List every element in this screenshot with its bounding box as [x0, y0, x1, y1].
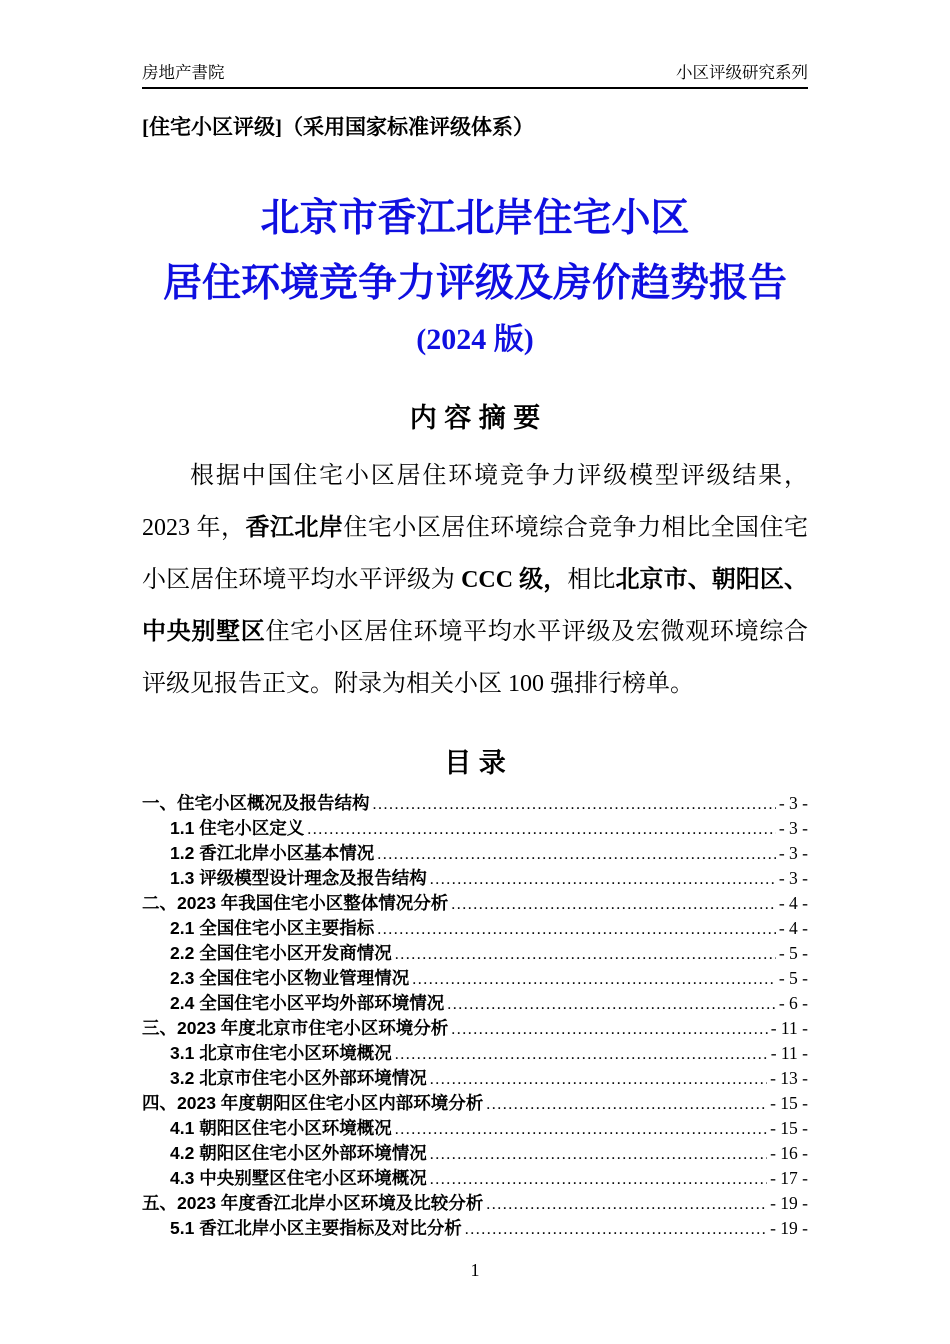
- toc-dot-leader: [430, 867, 776, 892]
- toc-entry[interactable]: [142, 891, 808, 916]
- toc-page-number: - 3 -: [778, 818, 808, 838]
- toc-entry[interactable]: [142, 816, 808, 841]
- toc-entry-label: 2.4 全国住宅小区平均外部环境情况: [170, 993, 445, 1013]
- toc-dot-leader: [451, 892, 776, 917]
- toc-page-number: - 19 -: [770, 1193, 808, 1213]
- toc-dot-leader: [451, 1017, 767, 1042]
- summary-segment-bold-community-name: 香江北岸: [245, 515, 344, 541]
- toc-page-number: - 13 -: [770, 1068, 808, 1088]
- summary-heading: 内 容 摘 要: [409, 403, 541, 433]
- toc-entry[interactable]: [142, 841, 808, 866]
- toc-dot-leader: [395, 942, 776, 967]
- toc-page-number: - 11 -: [770, 1043, 808, 1063]
- report-title-edition: (2024 版): [416, 323, 534, 356]
- toc-dot-leader: [430, 1067, 767, 1092]
- toc-page-number: - 15 -: [770, 1093, 808, 1113]
- toc-entry-label: 1.3 评级模型设计理念及报告结构: [170, 868, 427, 888]
- toc-entry-label: 4.3 中央别墅区住宅小区环境概况: [170, 1168, 427, 1188]
- toc-entry-label: 4.1 朝阳区住宅小区环境概况: [170, 1118, 392, 1138]
- table-of-contents: [142, 791, 808, 1241]
- summary-segment-bold-rating: CCC 级，: [461, 567, 568, 593]
- toc-dot-leader: [307, 817, 776, 842]
- toc-dot-leader: [377, 842, 776, 867]
- toc-page-number: - 4 -: [778, 918, 808, 938]
- toc-entry[interactable]: [142, 1016, 808, 1041]
- summary-segment: 住宅小区居住环境平均水平评级及宏微观环境综合评级见报告正文。附录为相关小区 100 强排行榜单。: [142, 619, 809, 697]
- toc-entry[interactable]: [142, 1216, 808, 1241]
- toc-page-number: - 5 -: [778, 968, 808, 988]
- toc-dot-leader: [447, 992, 776, 1017]
- toc-page-number: - 15 -: [770, 1118, 808, 1138]
- summary-segment: 相比: [567, 567, 616, 593]
- toc-entry[interactable]: [142, 916, 808, 941]
- toc-entry[interactable]: [142, 866, 808, 891]
- toc-dot-leader: [377, 917, 776, 942]
- toc-page-number: - 3 -: [778, 868, 808, 888]
- toc-dot-leader: [373, 792, 776, 817]
- page-number-footer: 1: [470, 1260, 480, 1280]
- toc-dot-leader: [395, 1042, 768, 1067]
- toc-dot-leader: [486, 1092, 767, 1117]
- toc-entry[interactable]: [142, 1116, 808, 1141]
- toc-page-number: - 5 -: [778, 943, 808, 963]
- toc-entry-label: 4.2 朝阳区住宅小区外部环境情况: [170, 1143, 427, 1163]
- rating-system-tagline: [住宅小区评级]（采用国家标准评级体系）: [142, 115, 534, 139]
- header-left-text: 房地产書院: [142, 64, 225, 82]
- header-right-text: 小区评级研究系列: [676, 64, 808, 82]
- toc-entry[interactable]: [142, 1141, 808, 1166]
- page-header: [142, 0, 808, 89]
- summary-segment: 住宅小区居住环境综合竞争力相比全国住宅小区居住环境平均水平评级为: [142, 515, 809, 593]
- toc-entry-label: 五、2023 年度香江北岸小区环境及比较分析: [142, 1193, 484, 1213]
- toc-entry-label: 2.2 全国住宅小区开发商情况: [170, 943, 392, 963]
- toc-entry[interactable]: [142, 1191, 808, 1216]
- toc-entry[interactable]: [142, 1091, 808, 1116]
- toc-dot-leader: [430, 1167, 767, 1192]
- toc-page-number: - 11 -: [770, 1018, 808, 1038]
- toc-heading: 目 录: [444, 748, 506, 778]
- report-title-line2: 居住环境竞争力评级及房价趋势报告: [162, 262, 787, 305]
- toc-entry-label: 一、住宅小区概况及报告结构: [142, 793, 370, 813]
- toc-entry-label: 3.1 北京市住宅小区环境概况: [170, 1043, 392, 1063]
- toc-dot-leader: [465, 1217, 767, 1242]
- summary-segment-bold-regions: 北京市、朝阳区、中央别墅区: [142, 567, 809, 645]
- summary-paragraph: [142, 450, 808, 710]
- toc-entry-label: 四、2023 年度朝阳区住宅小区内部环境分析: [142, 1093, 484, 1113]
- toc-dot-leader: [486, 1192, 767, 1217]
- toc-entry[interactable]: [142, 1166, 808, 1191]
- toc-entry[interactable]: [142, 791, 808, 816]
- toc-entry[interactable]: [142, 966, 808, 991]
- toc-page-number: - 17 -: [770, 1168, 808, 1188]
- toc-page-number: - 6 -: [778, 993, 808, 1013]
- toc-entry-label: 1.2 香江北岸小区基本情况: [170, 843, 375, 863]
- toc-entry-label: 2.3 全国住宅小区物业管理情况: [170, 968, 410, 988]
- toc-page-number: - 19 -: [770, 1218, 808, 1238]
- toc-dot-leader: [395, 1117, 767, 1142]
- toc-entry-label: 2.1 全国住宅小区主要指标: [170, 918, 375, 938]
- toc-page-number: - 3 -: [778, 843, 808, 863]
- toc-page-number: - 4 -: [778, 893, 808, 913]
- toc-entry-label: 5.1 香江北岸小区主要指标及对比分析: [170, 1218, 462, 1238]
- toc-page-number: - 16 -: [770, 1143, 808, 1163]
- toc-entry-label: 三、2023 年度北京市住宅小区环境分析: [142, 1018, 449, 1038]
- summary-segment: 根据中国住宅小区居住环境竞争力评级模型评级结果，2023 年，: [142, 463, 808, 541]
- toc-entry-label: 二、2023 年我国住宅小区整体情况分析: [142, 893, 449, 913]
- toc-entry-label: 3.2 北京市住宅小区外部环境情况: [170, 1068, 427, 1088]
- toc-entry-label: 1.1 住宅小区定义: [170, 818, 305, 838]
- toc-entry[interactable]: [142, 1041, 808, 1066]
- toc-entry[interactable]: [142, 941, 808, 966]
- toc-dot-leader: [430, 1142, 767, 1167]
- toc-dot-leader: [412, 967, 776, 992]
- toc-entry[interactable]: [142, 991, 808, 1016]
- toc-entry[interactable]: [142, 1066, 808, 1091]
- report-title-line1: 北京市香江北岸住宅小区: [260, 197, 690, 240]
- toc-page-number: - 3 -: [778, 793, 808, 813]
